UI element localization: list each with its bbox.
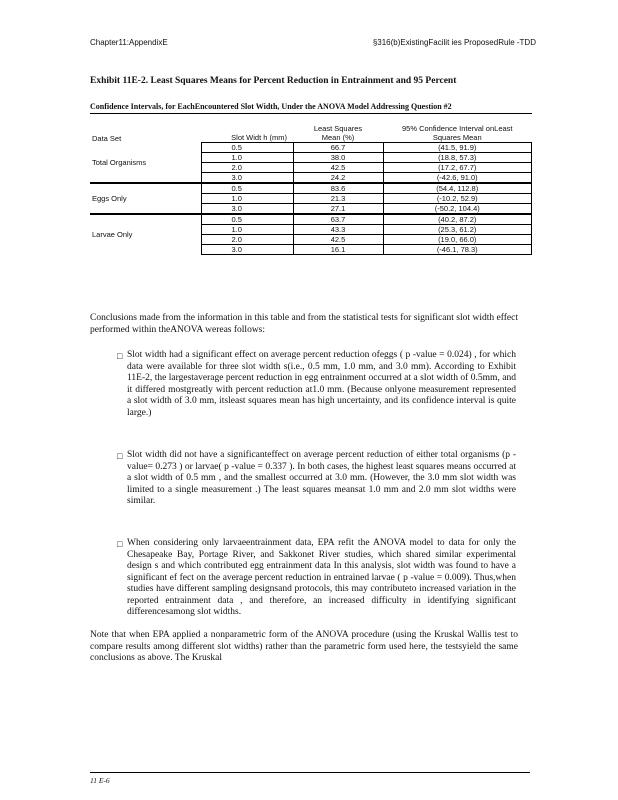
group-label-eggs: Eggs Only xyxy=(90,183,201,214)
mean-cell: 63.7 xyxy=(293,214,383,225)
slot-width-cell: 0.5 xyxy=(201,214,293,225)
table-header-row xyxy=(90,124,532,143)
header-mean-line2: Mean (%) xyxy=(321,133,355,142)
ci-cell: (-10.2, 52.9) xyxy=(383,194,532,204)
intro-paragraph: Conclusions made from the information in this table and from the statistical tests for significant slot width effect performed within theANOVA wereas follows: xyxy=(90,313,518,335)
closing-paragraph: Note that when EPA applied a nonparametric form of the ANOVA procedure (using the Kruskal Wallis test to compare results among different slot widths) rather than the parametric form used here, the testsyield the same conclusions as above. The Kruskal xyxy=(90,630,518,663)
header-ci-line1: 95% Confidence Interval onLeast xyxy=(402,124,513,133)
slot-width-cell: 0.5 xyxy=(201,183,293,194)
bullet-paragraph-3: When considering only larvaeentrainment data, EPA refit the ANOVA model to data for only the Chesapeake Bay, Portage River, and Sakkonet River studies, which shared similar experimental design s and which contributed egg entrainment data In this analysis, slot width was found to have a significant ef fect on the average percent reduction in entrained larvae ( p -value = 0.009). Thus,when studies have different sampling designsand protocols, this may contributeto increased variation in the reported entrainment data , and therefore, an increased difficulty in identifying significant differencesamong slot widths. xyxy=(127,538,516,617)
mean-cell: 27.1 xyxy=(293,204,383,215)
table-row xyxy=(90,143,532,153)
ci-cell: (-42.6, 91.0) xyxy=(383,173,532,184)
ci-cell: (19.0, 66.0) xyxy=(383,235,532,245)
slot-width-cell: 3.0 xyxy=(201,173,293,184)
mean-cell: 66.7 xyxy=(293,143,383,153)
bullet-paragraph-2: Slot width did not have a significanteffect on average percent reduction of either total organisms (p -value= 0.273 ) or larvae( p -value = 0.337 ). In both cases, the highest least squares means occurred at a slot width of 0.5 mm , and the smallest occurred at 3.0 mm. (However, the 3.0 mm slot width was limited to a single measurement .) The least squares meansat 1.0 mm and 2.0 mm slot widths were similar. xyxy=(127,450,516,506)
bullet-icon: □ xyxy=(117,539,123,549)
slot-width-cell: 1.0 xyxy=(201,225,293,235)
ci-cell: (-46.1, 78.3) xyxy=(383,245,532,255)
header-slot-width: Slot Widt h (mm) xyxy=(231,133,287,142)
exhibit-subtitle: Confidence Intervals, for EachEncountered Slot Width, Under the ANOVA Model Addressing Question #2 xyxy=(90,102,452,111)
table-row xyxy=(90,183,532,194)
bullet-icon: □ xyxy=(117,351,123,361)
mean-cell: 24.2 xyxy=(293,173,383,184)
header-document: §316(b)ExistingFacilit ies ProposedRule -TDD xyxy=(372,38,536,47)
mean-cell: 43.3 xyxy=(293,225,383,235)
mean-cell: 38.0 xyxy=(293,153,383,163)
ci-cell: (-50.2, 104.4) xyxy=(383,204,532,215)
page-number: 11 E-6 xyxy=(90,776,110,785)
mean-cell: 42.5 xyxy=(293,235,383,245)
table-row xyxy=(90,214,532,225)
group-label-larvae: Larvae Only xyxy=(90,214,201,255)
header-data-set: Data Set xyxy=(92,133,122,143)
mean-cell: 83.6 xyxy=(293,183,383,194)
header-ci-line2: Squares Mean xyxy=(432,133,482,142)
mean-cell: 16.1 xyxy=(293,245,383,255)
slot-width-cell: 2.0 xyxy=(201,235,293,245)
ci-cell: (18.8, 57.3) xyxy=(383,153,532,163)
mean-cell: 42.5 xyxy=(293,163,383,173)
ci-cell: (40.2, 87.2) xyxy=(383,214,532,225)
header-mean-line1: Least Squares xyxy=(313,124,363,133)
exhibit-title: Exhibit 11E-2. Least Squares Means for Percent Reduction in Entrainment and 95 Percent xyxy=(90,76,457,86)
exhibit-table xyxy=(90,124,532,255)
slot-width-cell: 3.0 xyxy=(201,245,293,255)
slot-width-cell: 1.0 xyxy=(201,153,293,163)
slot-width-cell: 0.5 xyxy=(201,143,293,153)
bullet-icon: □ xyxy=(117,451,123,461)
group-label-total: Total Organisms xyxy=(92,157,147,167)
ci-cell: (54.4, 112.8) xyxy=(383,183,532,194)
ci-cell: (41.5, 91.9) xyxy=(383,143,532,153)
footer-rule xyxy=(90,772,530,773)
mean-cell: 21.3 xyxy=(293,194,383,204)
ci-cell: (25.3, 61.2) xyxy=(383,225,532,235)
slot-width-cell: 2.0 xyxy=(201,163,293,173)
ci-cell: (17.2, 67.7) xyxy=(383,163,532,173)
table-top-rule xyxy=(90,113,532,114)
slot-width-cell: 1.0 xyxy=(201,194,293,204)
header-chapter: Chapter11:AppendixE xyxy=(90,38,168,47)
slot-width-cell: 3.0 xyxy=(201,204,293,215)
bullet-paragraph-1: Slot width had a significant effect on average percent reduction ofeggs ( p -value = 0.024) , for which data were available for three slot width s(i.e., 0.5 mm, 1.0 mm, and 3.0 mm). According to Exhibit 11E-2, the largestaverage percent reduction in egg entrainment occurred at a slot width of 0.5mm, and it differed mostgreatly with percent reduction at1.0 mm. (Because onlyone measurement represented a slot width of 3.0 mm, itsleast squares mean has high uncertainty, and its confidence interval is quite large.) xyxy=(127,350,516,418)
